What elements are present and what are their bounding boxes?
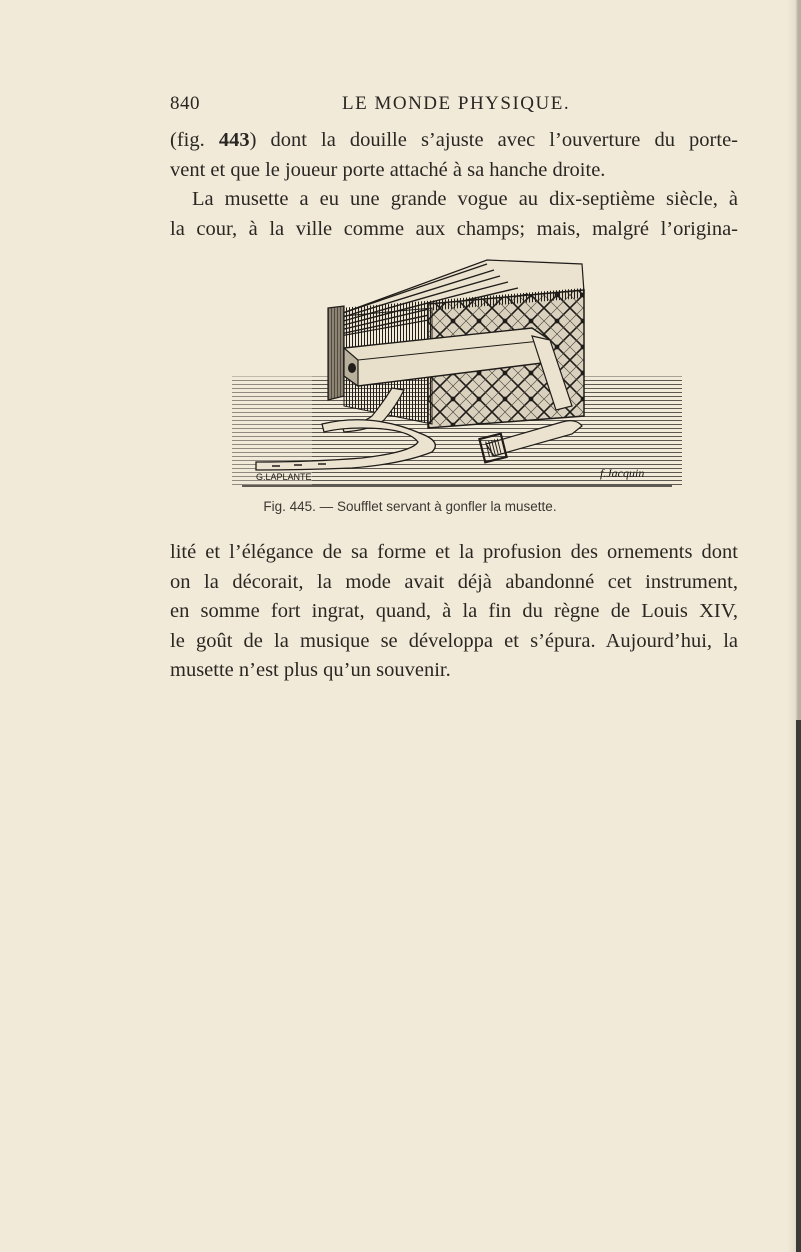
text-line: lité et l’élégance de sa forme et la profusion des ornements dont [170,541,738,563]
paragraph-1 [170,126,738,244]
text-line: vent et que le joueur porte attaché à sa hanche droite. [170,158,606,181]
engraver-signature: f.Jacquin [600,466,645,480]
engraver-mark-left: G.LAPLANTE [256,472,312,482]
paragraph-2 [170,538,738,686]
bellows-illustration [232,256,682,496]
text-line: en somme fort ingrat, quand, à la fin du règne de Louis XIV, [170,600,738,622]
page-edge-dark [796,720,801,1252]
figure-reference: 443 [218,129,250,151]
text-line: La musette a eu une grande vogue au dix-septième siècle, à [192,188,738,210]
text-line: musette n’est plus qu’un souvenir. [170,659,451,681]
running-head [170,93,730,121]
text-line: (fig. 443) dont la douille s’ajuste avec l’ouverture du porte- [170,129,739,151]
text-line: on la décorait, la mode avait déjà abandonné cet instrument, [170,570,738,593]
figure-caption: Fig. 445. — Soufflet servant à gonfler la musette. [263,499,557,514]
text-line: le goût de la musique se développa et s’épura. Aujourd’hui, la [170,629,738,652]
bellows-engraving [232,256,682,496]
page-number: 840 [170,93,200,114]
text-line: la cour, à la ville comme aux champs; mais, malgré l’origina- [170,217,738,240]
running-title: LE MONDE PHYSIQUE. [342,93,571,114]
